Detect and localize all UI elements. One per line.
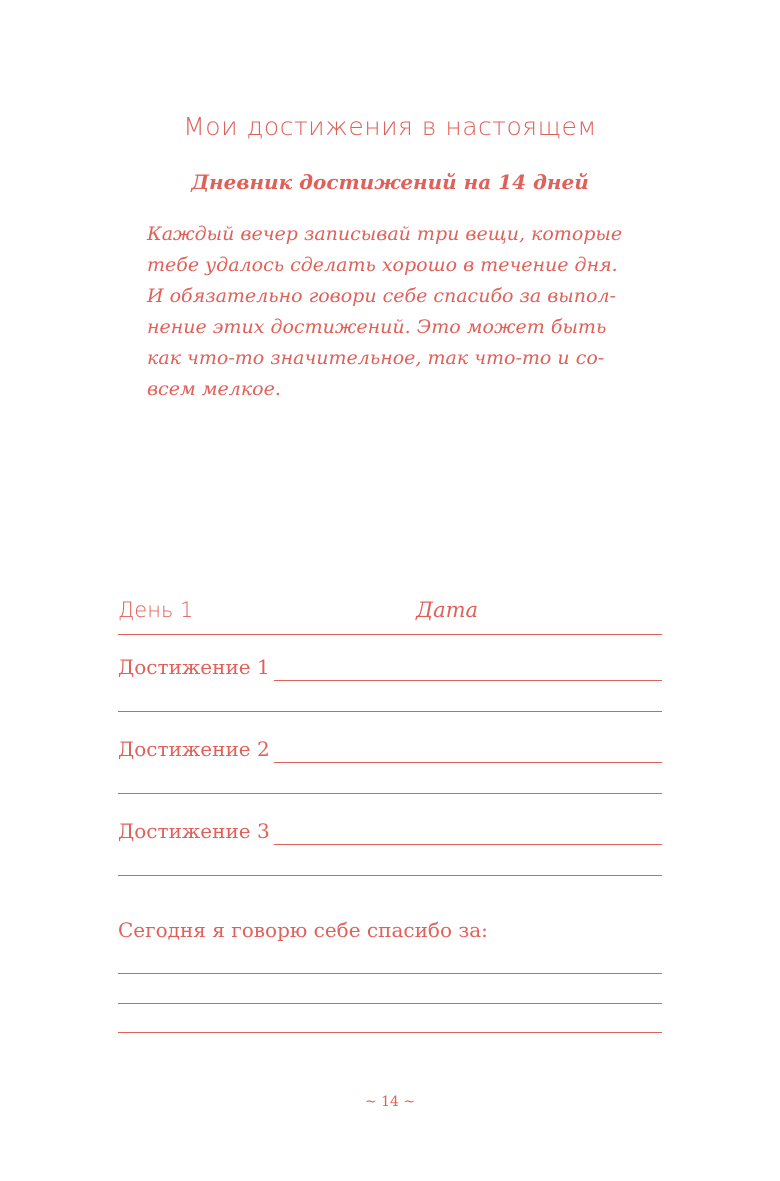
instructions-line: тебе удалось сделать хорошо в течение дня. [147, 254, 618, 276]
thanks-line-2[interactable] [118, 1003, 662, 1004]
achievement-3-extra-line[interactable] [118, 875, 662, 876]
achievement-1-field[interactable] [118, 655, 662, 685]
achievement-2-label: Достижение 2 [118, 737, 274, 761]
achievement-1-label: Достижение 1 [118, 655, 274, 679]
instructions-line: И обязательно говори себе спасибо за выпол- [147, 285, 616, 307]
day-row[interactable] [118, 598, 662, 635]
achievement-3-label: Достижение 3 [118, 819, 274, 843]
instructions-line: нение этих достижений. Это может быть [147, 316, 607, 338]
day-label: День 1 [118, 598, 194, 622]
thanks-line-1[interactable] [118, 973, 662, 974]
date-label: Дата [416, 598, 479, 622]
page-number: ~ 14 ~ [364, 1094, 416, 1110]
instructions-line: Каждый вечер записывай три вещи, которые [147, 223, 623, 245]
thanks-line-3[interactable] [118, 1032, 662, 1033]
achievement-2-field[interactable] [118, 737, 662, 767]
achievement-1-line[interactable] [274, 680, 662, 681]
instructions-line: всем мелкое. [147, 378, 281, 400]
achievement-3-field[interactable] [118, 819, 662, 849]
achievement-1-extra-line[interactable] [118, 711, 662, 712]
instructions-text [147, 219, 633, 405]
page-title: Мои достижения в настоящем [183, 112, 597, 141]
achievement-2-extra-line[interactable] [118, 793, 662, 794]
section-subtitle: Дневник достижений на 14 дней [191, 170, 589, 194]
thanks-label: Сегодня я говорю себе спасибо за: [118, 918, 488, 942]
achievement-2-line[interactable] [274, 762, 662, 763]
instructions-line: как что-то значительное, так что-то и со- [147, 347, 605, 369]
achievement-3-line[interactable] [274, 844, 662, 845]
